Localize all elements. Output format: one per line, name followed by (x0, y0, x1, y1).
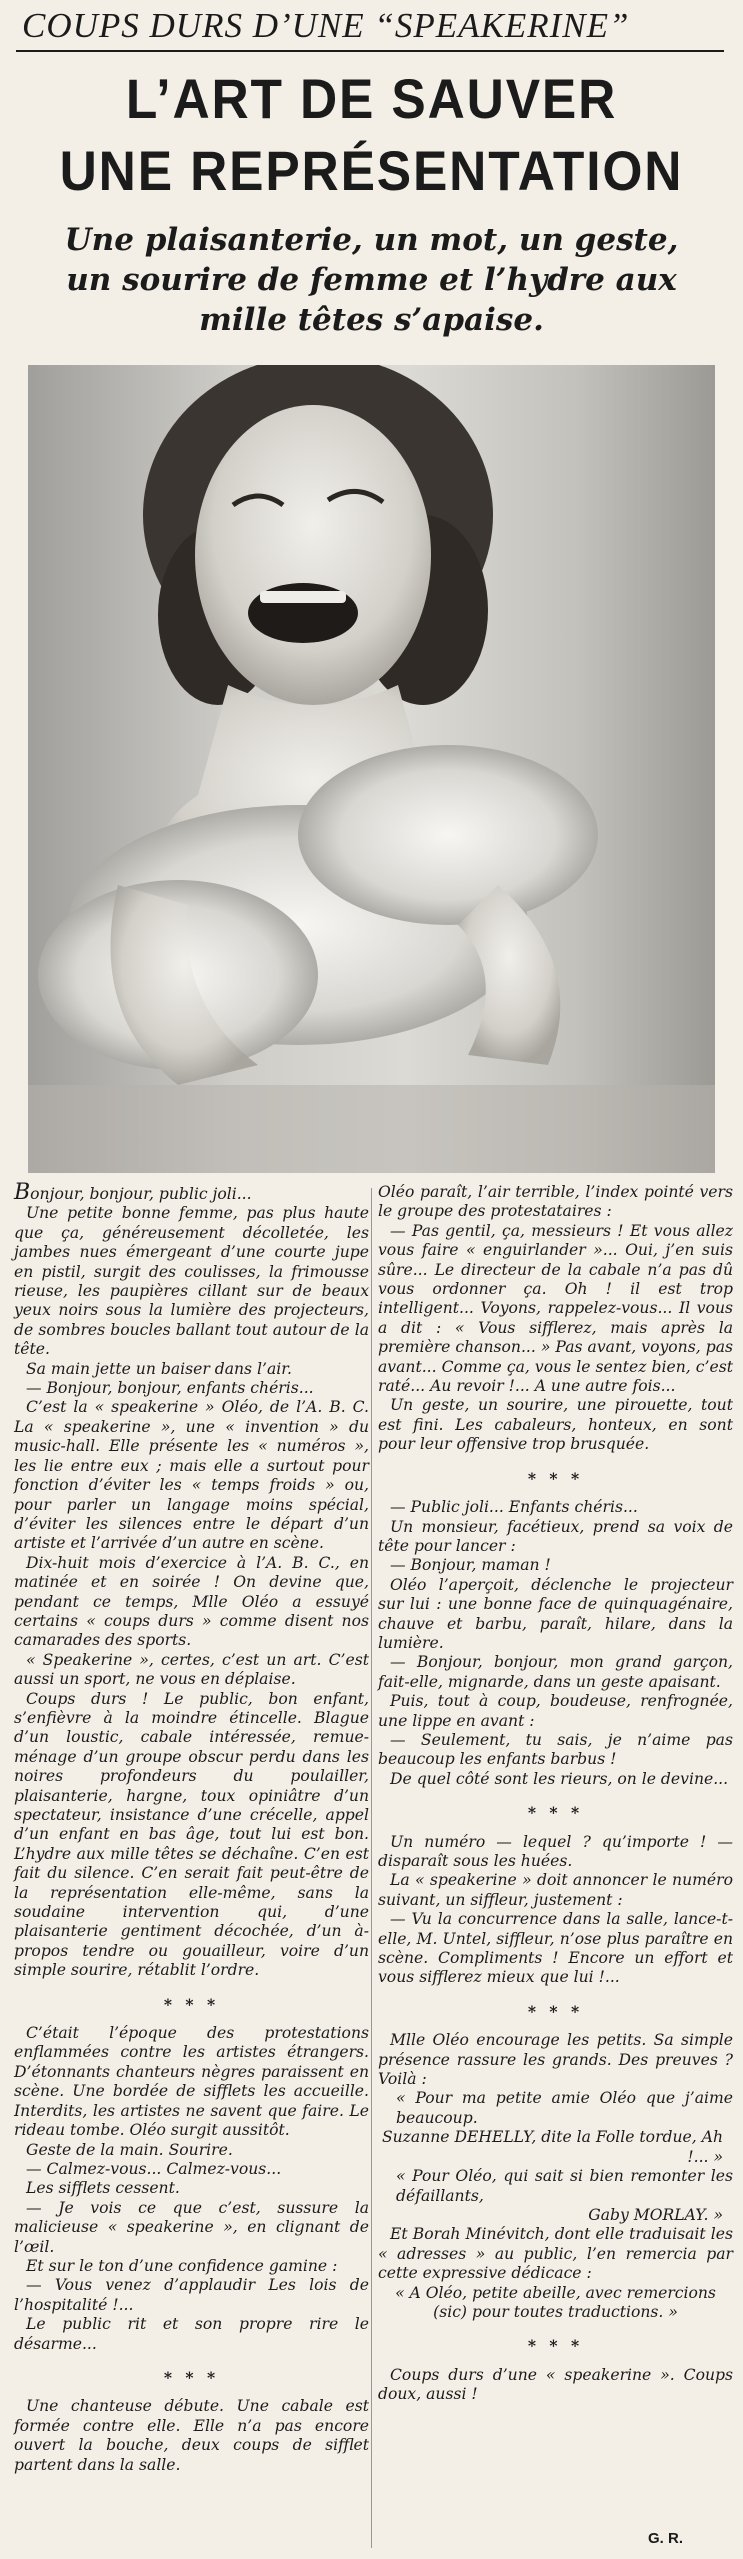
paragraph: C’est la « speakerine » Oléo, de l’A. B. C. La « speakerine », une « invention » du music-hall. Elle présente les « numéros », les lie entre eux ; mais elle a surtout pour fonction d’éviter les « temps froids » ou, pour parler un langage moins spécial, d’éviter les silences entre le départ d’un artiste et l’arrivée d’un autre en scène. (14, 1398, 369, 1553)
paragraph: Bonjour, bonjour, public joli... (14, 1180, 252, 1205)
column-divider (371, 1188, 372, 2548)
paragraph: — Je vois ce que c’est, sussure la malicieuse « speakerine », en clignant de l’œil. (14, 2198, 369, 2256)
paragraph: Le public rit et son propre rire le désarme... (14, 2315, 369, 2353)
paragraph: Une chanteuse débute. Une cabale est formée contre elle. Elle n’a pas encore ouvert la bouche, deux coups de sifflet partent dans la salle. (14, 2397, 369, 2474)
article-column-left (14, 1180, 369, 2475)
dedication-signature: Gaby MORLAY. » (588, 2205, 723, 2224)
dedication-signature: Suzanne DEHELLY, dite la Folle tordue, Ah !... » (381, 2128, 723, 2166)
portrait-photo (28, 365, 715, 1173)
dedication-quote: « A Oléo, petite abeille, avec remercions (sic) pour toutes traductions. » (395, 2283, 716, 2321)
subheadline-line-1: Une plaisanterie, un mot, un geste, (64, 222, 679, 258)
headline-line-2: UNE REPRÉSENTATION (59, 139, 684, 202)
section-separator: * * * (527, 2001, 584, 2021)
paragraph: Un numéro — lequel ? qu’importe ! — disparaît sous les huées. (378, 1832, 733, 1870)
paragraph: Coups durs ! Le public, bon enfant, s’enfièvre à la moindre étincelle. Blague d’un loustic, cabale intéressée, remue-ménage d’un groupe obscur perdu dans les noires profondeurs du poulailler, plaisanterie, hargne, toux opiniâtre d’un spectateur, insistance d’une crécelle, appel d’un enfant en bas âge, tout lui est bon. L’hydre aux mille têtes se déchaîne. C’en est fait du silence. C’en serait fait peut-être de la représentation elle-même, sans la soudaine intervention qui, d’une plaisanterie gentiment décochée, d’un à-propos tendre ou gouailleur, voire d’un simple sourire, rétablit l’ordre. (14, 1689, 369, 1980)
paragraph: De quel côté sont les rieurs, on le devine... (390, 1769, 729, 1788)
paragraph: — Bonjour, maman ! (390, 1556, 551, 1575)
paragraph: Sa main jette un baiser dans l’air. (26, 1359, 292, 1378)
paragraph: « Speakerine », certes, c’est un art. C’est aussi un sport, ne vous en déplaise. (14, 1650, 369, 1689)
paragraph: — Calmez-vous... Calmez-vous... (26, 2159, 282, 2178)
paragraph: C’était l’époque des protestations enflammées contre les artistes étrangers. D’étonnants chanteurs nègres paraissent en scène. Une bordée de sifflets les accueille. Interdits, les artistes ne savent que faire. Le rideau tombe. Oléo surgit aussitôt. (14, 2024, 369, 2140)
paragraph: Et sur le ton d’une confidence gamine : (26, 2256, 338, 2275)
dedication-quote: « Pour ma petite amie Oléo que j’aime beaucoup. (396, 2089, 733, 2127)
article-column-right (378, 1183, 733, 2405)
kicker-headline: COUPS DURS D’UNE “SPEAKERINE” (22, 6, 630, 45)
paragraph: Un monsieur, facétieux, prend sa voix de tête pour lancer : (378, 1517, 733, 1555)
paragraph: — Pas gentil, ça, messieurs ! Et vous allez vous faire « enguirlander »... Oui, j’en suis sûre... Le directeur de la cabale n’a pas dû vous ordonner ça. Oh ! il est trop intelligent... Voyons, rappelez-vous... Il vous a dit : « Vous sifflerez, mais après la première chanson... » Pas avant, voyons, pas avant... Comme ça, vous le sentez bien, c’est raté... Au revoir !... A une autre fois... (378, 1221, 733, 1396)
section-separator: * * * (527, 1803, 584, 1823)
paragraph: Puis, tout à coup, boudeuse, renfrognée, une lippe en avant : (378, 1692, 733, 1730)
paragraph: Et Borah Minévitch, dont elle traduisait les « adresses » au public, l’en remercia par cette expressive dédicace : (378, 2225, 733, 2283)
portrait-illustration (28, 365, 715, 1173)
paragraph: Oléo l’aperçoit, déclenche le projecteur sur lui : une bonne face de quinquagénaire, chauve et barbu, paraît, hilare, dans la lumière. (378, 1575, 733, 1652)
paragraph: Geste de la main. Sourire. (26, 2140, 233, 2159)
face-shape (195, 405, 431, 705)
paragraph: — Vu la concurrence dans la salle, lance-t-elle, M. Untel, siffleur, n’ose plus paraître en scène. Compliments ! Encore un effort et vous sifflerez mieux que lui !... (378, 1910, 733, 1987)
section-separator: * * * (527, 2336, 584, 2356)
paragraph: — Vous venez d’applaudir Les lois de l’hospitalité !... (14, 2276, 369, 2314)
paragraph: Coups durs d’une « speakerine ». Coups doux, aussi ! (378, 2365, 733, 2404)
paragraph: Une petite bonne femme, pas plus haute que ça, généreusement décolletée, les jambes nues émergeant d’une courte jupe en pistil, surgit des coulisses, la frimousse rieuse, les paupières cillant sur de beaux yeux noirs sous la lumière des projecteurs, de sombres boucles ballant tout autour de la tête. (14, 1204, 369, 1359)
paragraph: — Bonjour, bonjour, enfants chéris... (26, 1379, 314, 1398)
subheadline-line-3: mille têtes s’apaise. (199, 302, 544, 338)
paragraph: Oléo paraît, l’air terrible, l’index pointé vers le groupe des protestataires : (378, 1183, 733, 1221)
dedication-quote: « Pour Oléo, qui sait si bien remonter les défaillants, (396, 2167, 733, 2205)
paragraph: — Public joli... Enfants chéris... (390, 1498, 638, 1517)
paragraph: — Bonjour, bonjour, mon grand garçon, fait-elle, mignarde, dans un geste apaisant. (378, 1653, 733, 1691)
paragraph: Un geste, un sourire, une pirouette, tout est fini. Les cabaleurs, honteux, en sont pour leur offensive trop brusquée. (378, 1396, 733, 1454)
headline-line-1: L’ART DE SAUVER (125, 67, 618, 130)
subheadline-line-2: un sourire de femme et l’hydre aux (66, 262, 677, 298)
section-separator: * * * (527, 1468, 584, 1488)
paragraph: Mlle Oléo encourage les petits. Sa simple présence rassure les grands. Des preuves ? Voilà : (378, 2031, 733, 2089)
section-separator: * * * (163, 2367, 220, 2387)
paragraph: Dix-huit mois d’exercice à l’A. B. C., en matinée et en soirée ! On devine que, pendant ce temps, Mlle Oléo a essuyé certains « coups durs » comme disent nos camarades des sports. (14, 1553, 369, 1650)
kicker-rule (16, 50, 724, 52)
paragraph: — Seulement, tu sais, je n’aime pas beaucoup les enfants barbus ! (378, 1730, 733, 1769)
author-initials: G. R. (648, 2530, 684, 2547)
paragraph: La « speakerine » doit annoncer le numéro suivant, un siffleur, justement : (378, 1871, 733, 1909)
section-separator: * * * (163, 1994, 220, 2014)
paragraph: Les sifflets cessent. (26, 2179, 180, 2198)
